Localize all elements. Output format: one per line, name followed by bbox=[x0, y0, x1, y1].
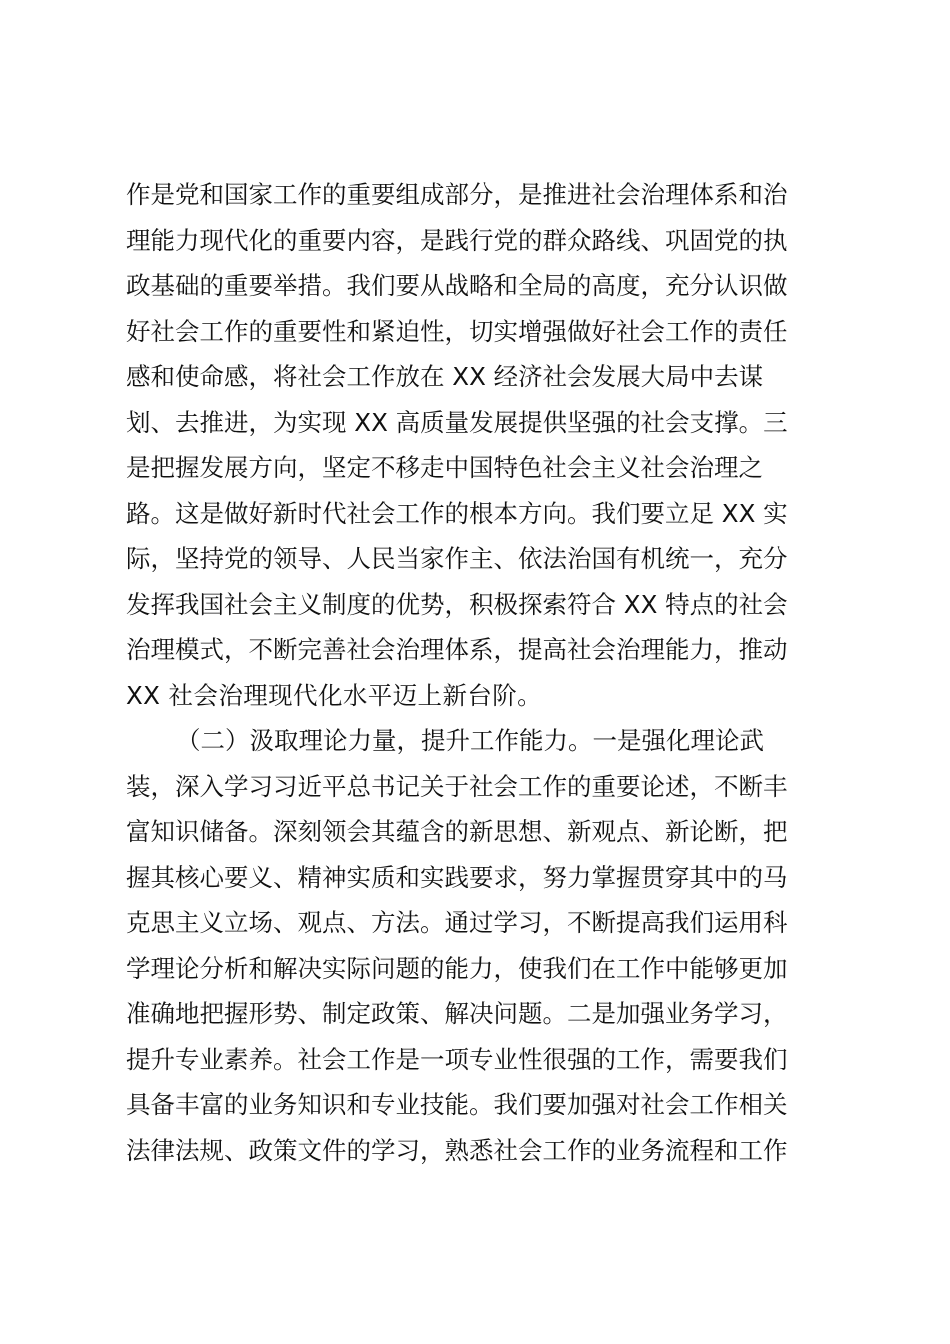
text-line-16: 握其核心要义、精神实质和实践要求，努力掌握贯穿其中的马 bbox=[126, 862, 788, 892]
text-line-1: 作是党和国家工作的重要组成部分，是推进社会治理体系和治 bbox=[126, 180, 788, 209]
text-line-4: 好社会工作的重要性和紧迫性，切实增强做好社会工作的责任 bbox=[126, 316, 788, 346]
text-line-6: 划、去推进，为实现 XX 高质量发展提供坚强的社会支撑。三 bbox=[126, 407, 788, 437]
text-line-14: 装，深入学习习近平总书记关于社会工作的重要论述，不断丰 bbox=[126, 771, 788, 801]
text-line-10: 发挥我国社会主义制度的优势，积极探索符合 XX 特点的社会 bbox=[126, 589, 788, 619]
text-line-19: 准确地把握形势、制定政策、解决问题。二是加强业务学习， bbox=[126, 999, 788, 1028]
section-heading-line: （二）汲取理论力量，提升工作能力。一是强化理论武 bbox=[176, 726, 764, 755]
text-line-3: 政基础的重要举措。我们要从战略和全局的高度，充分认识做 bbox=[126, 271, 788, 300]
text-line-2: 理能力现代化的重要内容，是践行党的群众路线、巩固党的执 bbox=[126, 225, 788, 255]
text-line-5: 感和使命感，将社会工作放在 XX 经济社会发展大局中去谋 bbox=[126, 362, 764, 391]
text-line-21: 具备丰富的业务知识和专业技能。我们要加强对社会工作相关 bbox=[126, 1090, 788, 1119]
text-line-22: 法律法规、政策文件的学习，熟悉社会工作的业务流程和工作 bbox=[126, 1135, 788, 1165]
body-text bbox=[126, 172, 826, 1173]
text-line-9: 际，坚持党的领导、人民当家作主、依法治国有机统一，充分 bbox=[126, 544, 788, 573]
text-line-12: XX 社会治理现代化水平迈上新台阶。 bbox=[126, 680, 543, 710]
text-line-8: 路。这是做好新时代社会工作的根本方向。我们要立足 XX 实 bbox=[126, 498, 788, 528]
text-line-11: 治理模式，不断完善社会治理体系，提高社会治理能力，推动 bbox=[126, 635, 788, 664]
text-line-20: 提升专业素养。社会工作是一项专业性很强的工作，需要我们 bbox=[126, 1044, 788, 1074]
text-line-15: 富知识储备。深刻领会其蕴含的新思想、新观点、新论断，把 bbox=[126, 817, 788, 846]
text-line-18: 学理论分析和解决实际问题的能力，使我们在工作中能够更加 bbox=[126, 953, 788, 983]
text-line-17: 克思主义立场、观点、方法。通过学习，不断提高我们运用科 bbox=[126, 908, 788, 937]
text-line-7: 是把握发展方向，坚定不移走中国特色社会主义社会治理之 bbox=[126, 453, 763, 482]
